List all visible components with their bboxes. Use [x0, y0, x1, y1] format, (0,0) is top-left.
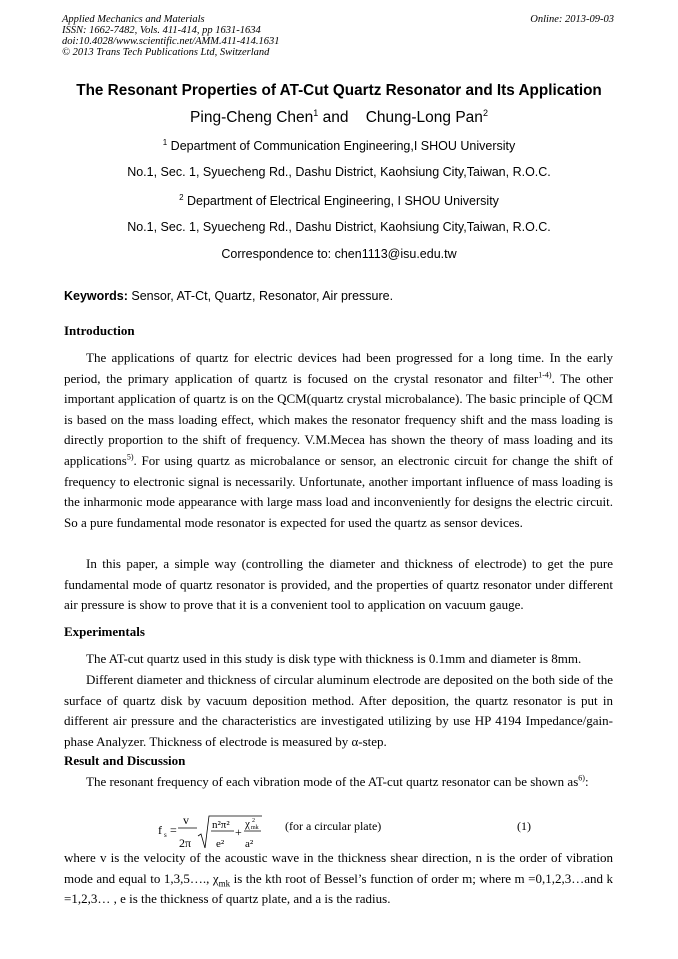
address-1: No.1, Sec. 1, Syuecheng Rd., Dashu District, Kaohsiung City,Taiwan, R.O.C. [127, 165, 551, 179]
result-paragraph-2: where v is the velocity of the acoustic wave in the thickness shear direction, n is the order of vibration mode and equal to 1,3,5…., $\chi_{mk}$ is the kth root of Bessel’s function of order m; where m =0,1,2,3…and k =1,2,3… , e is the thickness of quartz plate, and a is the radius. [64, 850, 613, 907]
author-2: Chung-Long Pan [365, 109, 483, 127]
journal-name: Applied Mechanics and Materials [62, 14, 205, 25]
section-heading-result: Result and Discussion [64, 753, 186, 768]
eq-description: (for a circular plate) [285, 819, 382, 833]
author-line: Ping-Cheng Chen$^1$ and Chung-Long Pan$^2$ [190, 108, 488, 127]
eq-chi-sup: 2 [252, 818, 255, 824]
eq-lhs-sub: s [164, 831, 167, 839]
intro-paragraph-1: The applications of quartz for electric devices had been progressed for a long time. In the early period, the primary application of quartz is focused on the crystal resonator and filter$^{1-4)}$. The other important application of quartz is on the QCM(quartz crystal microbalance). The basic principle of QCM is based on the mass loading effect, which makes the resonator frequency shift and the mass loading is directly proportion to the shift of frequency. V.M.Mecea has shown the theory of mass loading and its applications$^{5)}$. For using quartz as microbalance or sensor, an electronic circuit for change the shift of frequency to electronic signal is necessarily. Unfortunate, another important influence of mass loading is the inharmonic mode appearance with large mass load and inconveniently for designs the electric circuit. So a pure fundamental mode resonator is expected for used the quartz as sensor devices. [64, 350, 613, 530]
address-2: No.1, Sec. 1, Syuecheng Rd., Dashu District, Kaohsiung City,Taiwan, R.O.C. [127, 220, 551, 234]
keywords [64, 289, 393, 303]
keywords-label: Keywords: [64, 289, 128, 303]
eq-n2pi2: n²π² [212, 819, 230, 831]
eq-lhs: f [158, 823, 162, 837]
intro-paragraph-2: In this paper, a simple way (controlling the diameter and thickness of electrode) to get the pure fundamental mode of quartz resonator is provided, and the properties of quartz resonator under different air pressure is show to prove that it is a convenient tool to application on vacuum gauge. [64, 556, 613, 613]
eq-a2: a² [245, 838, 254, 850]
exp-paragraph-2: Different diameter and thickness of circular aluminum electrode are deposited on the both side of the surface of quartz disk by vacuum deposition method. After deposition, the quartz resonator is put in different air pressure and the characteristics are investigated utilizing by use HP 4194 Impedance/gain-phase Analyzer. Thickness of electrode is measured by α-step. [64, 672, 613, 749]
doi: doi:10.4028/www.scientific.net/AMM.411-414.1631 [62, 36, 280, 47]
eq-plus: + [235, 825, 242, 839]
journal-header [62, 14, 279, 58]
equation-1 [0, 812, 678, 852]
eq-two-pi: 2π [179, 836, 192, 850]
result-paragraph-1: The resonant frequency of each vibration mode of the AT-cut quartz resonator can be shown $as^{6)}$: [86, 773, 589, 789]
exp-paragraph-1: The AT-cut quartz used in this study is disk type with thickness is 0.1mm and diameter is 8mm. [86, 651, 582, 666]
section-heading-introduction: Introduction [64, 323, 135, 338]
author-1: Ping-Cheng Chen [190, 109, 314, 127]
affiliation-2: $^2$ Department of Electrical Engineering, I SHOU University [179, 193, 499, 209]
issn: ISSN: 1662-7482, Vols. 411-414, pp 1631-1634 [62, 25, 261, 36]
affiliation-1: $^1$ Department of Communication Engineering,I SHOU University [162, 138, 516, 154]
eq-e2: e² [216, 838, 225, 850]
eq-number: (1) [517, 819, 531, 833]
keywords-text: Sensor, AT-Ct, Quartz, Resonator, Air pressure. [131, 289, 394, 303]
eq-chi: χ [245, 818, 250, 830]
eq-equals: = [170, 823, 177, 837]
online-date: Online: 2013-09-03 [530, 14, 614, 25]
section-heading-experimentals: Experimentals [64, 624, 145, 639]
eq-chi-sub: mk [251, 825, 259, 831]
paper-title: The Resonant Properties of AT-Cut Quartz Resonator and Its Application [76, 82, 602, 99]
eq-v: v [183, 813, 189, 827]
correspondence: Correspondence to: chen1113@isu.edu.tw [221, 247, 457, 261]
copyright: © 2013 Trans Tech Publications Ltd, Switzerland [62, 47, 270, 58]
